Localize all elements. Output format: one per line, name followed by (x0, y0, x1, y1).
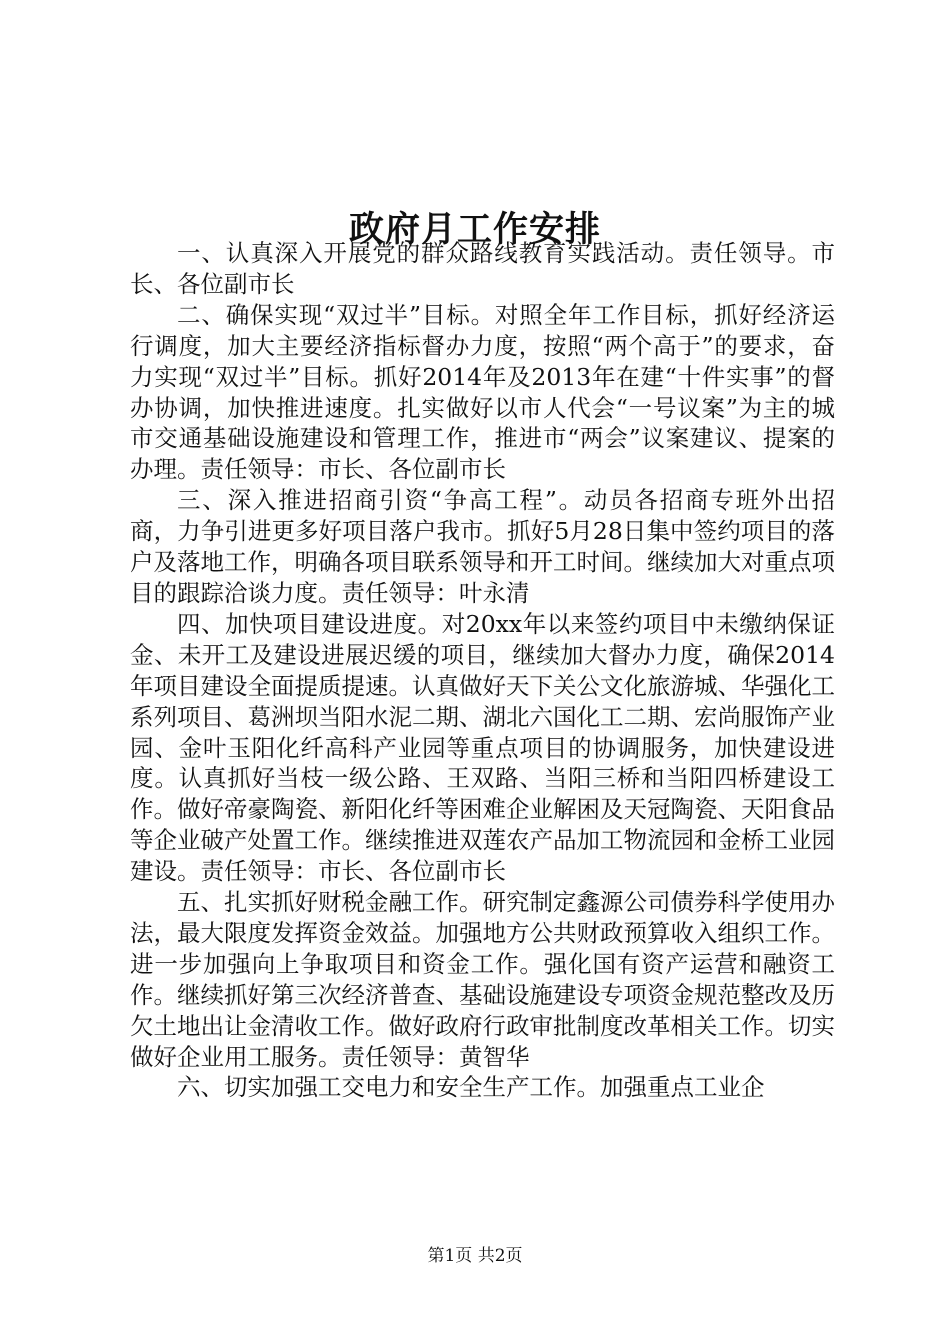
paragraph-5: 五、扎实抓好财税金融工作。研究制定鑫源公司债券科学使用办法，最大限度发挥资金效益。加强地方公共财政预算收入组织工作。进一步加强向上争取项目和资金工作。强化国有资产运营和融资工作。继续抓好第三次经济普查、基础设施建设专项资金规范整改及历欠土地出让金清收工作。做好政府行政审批制度改革相关工作。切实做好企业用工服务。责任领导：黄智华 (130, 888, 835, 1071)
paragraph-3: 三、深入推进招商引资“争高工程”。动员各招商专班外出招商，力争引进更多好项目落户我市。抓好5月28日集中签约项目的落户及落地工作，明确各项目联系领导和开工时间。继续加大对重点项目的跟踪洽谈力度。责任领导：叶永清 (130, 486, 835, 607)
paragraph-2: 二、确保实现“双过半”目标。对照全年工作目标，抓好经济运行调度，加大主要经济指标督办力度，按照“两个高于”的要求，奋力实现“双过半”目标。抓好2014年及2013年在建“十件实事”的督办协调，加快推进速度。扎实做好以市人代会“一号议案”为主的城市交通基础设施建设和管理工作，推进市“两会”议案建议、提案的办理。责任领导：市长、各位副市长 (130, 300, 835, 484)
paragraph-4: 四、加快项目建设进度。对20xx年以来签约项目中未缴纳保证金、未开工及建设进展迟缓的项目，继续加大督办力度，确保2014年项目建设全面提质提速。认真做好天下关公文化旅游城、华强化工系列项目、葛洲坝当阳水泥二期、湖北六国化工二期、宏尚服饰产业园、金叶玉阳化纤高科产业园等重点项目的协调服务，加快建设进度。认真抓好当枝一级公路、王双路、当阳三桥和当阳四桥建设工作。做好帝豪陶瓷、新阳化纤等困难企业解困及天冠陶瓷、天阳食品等企业破产处置工作。继续推进双莲农产品加工物流园和金桥工业园建设。责任领导：市长、各位副市长 (130, 609, 835, 886)
paragraph-6: 六、切实加强工交电力和安全生产工作。加强重点工业企 (177, 1073, 765, 1102)
document-body (130, 238, 835, 1103)
page-footer: 第1页 共2页 (427, 1246, 523, 1266)
page-title: 政府月工作安排 (348, 209, 601, 251)
paragraph-1: 一、认真深入开展党的群众路线教育实践活动。责任领导。市长、各位副市长 (130, 239, 835, 298)
